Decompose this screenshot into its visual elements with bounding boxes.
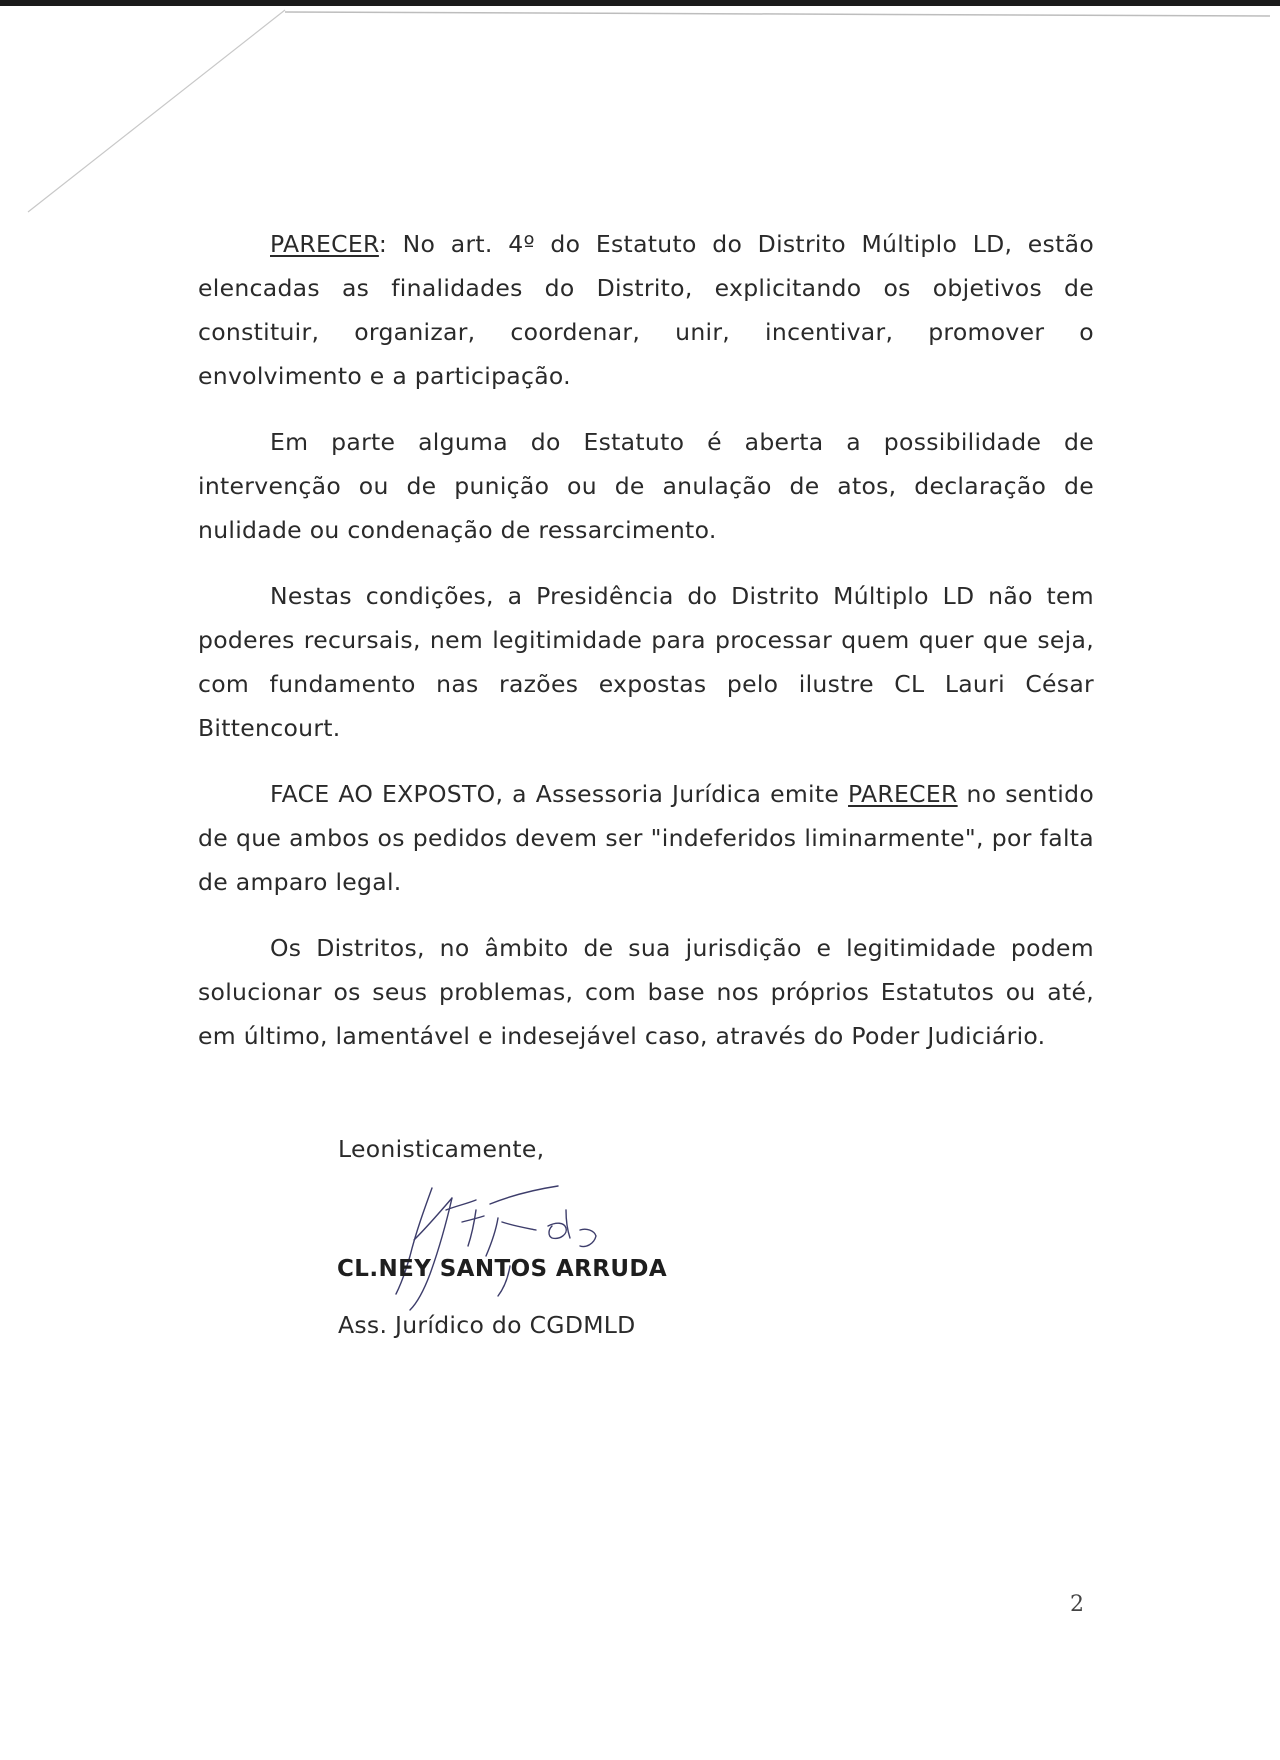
paragraph-text: Em parte alguma do Estatuto é aberta a possibilidade de intervenção ou de punição ou de anulação de atos, declaração de nulidade ou condenação de ressarcimento.: [198, 428, 1094, 544]
paragraph-conclusion: [198, 772, 1094, 904]
paragraph-text: Nestas condições, a Presidência do Distrito Múltiplo LD não tem poderes recursais, nem legitimidade para processar quem quer que seja, com fundamento nas razões expostas pelo ilustre CL Lauri César Bittencourt.: [198, 582, 1094, 742]
parecer-underlined: PARECER: [848, 780, 958, 808]
letter-body: [198, 222, 1094, 1080]
page-number: 2: [1070, 1592, 1084, 1617]
parecer-heading: PARECER: [270, 230, 379, 258]
signer-name: CL.NEY SANTOS ARRUDA: [337, 1256, 668, 1282]
handwritten-signature: [380, 1170, 660, 1320]
paragraph-parecer: [198, 222, 1094, 398]
paragraph-text-after: no sentido de que ambos os pedidos devem ser "indeferidos liminarmente", por falta de amparo legal.: [198, 780, 1094, 896]
paragraph-text-before: FACE AO EXPOSTO, a Assessoria Jurídica emite: [270, 780, 849, 808]
closing-salutation: Leonisticamente,: [338, 1135, 545, 1163]
paragraph-districts: [198, 926, 1094, 1058]
signer-role: Ass. Jurídico do CGDMLD: [338, 1311, 636, 1339]
paragraph-text: : No art. 4º do Estatuto do Distrito Múltiplo LD, estão elencadas as finalidades do Distrito, explicitando os objetivos de constituir, organizar, coordenar, unir, incentivar, promover o envolvimento e a participação.: [198, 230, 1094, 390]
paragraph-conditions: [198, 574, 1094, 750]
paragraph-statute: [198, 420, 1094, 552]
scan-artifact-lines: [0, 0, 1280, 230]
paragraph-text: Os Distritos, no âmbito de sua jurisdição e legitimidade podem solucionar os seus problemas, com base nos próprios Estatutos ou até, em último, lamentável e indesejável caso, através do Poder Judiciário.: [198, 934, 1094, 1050]
